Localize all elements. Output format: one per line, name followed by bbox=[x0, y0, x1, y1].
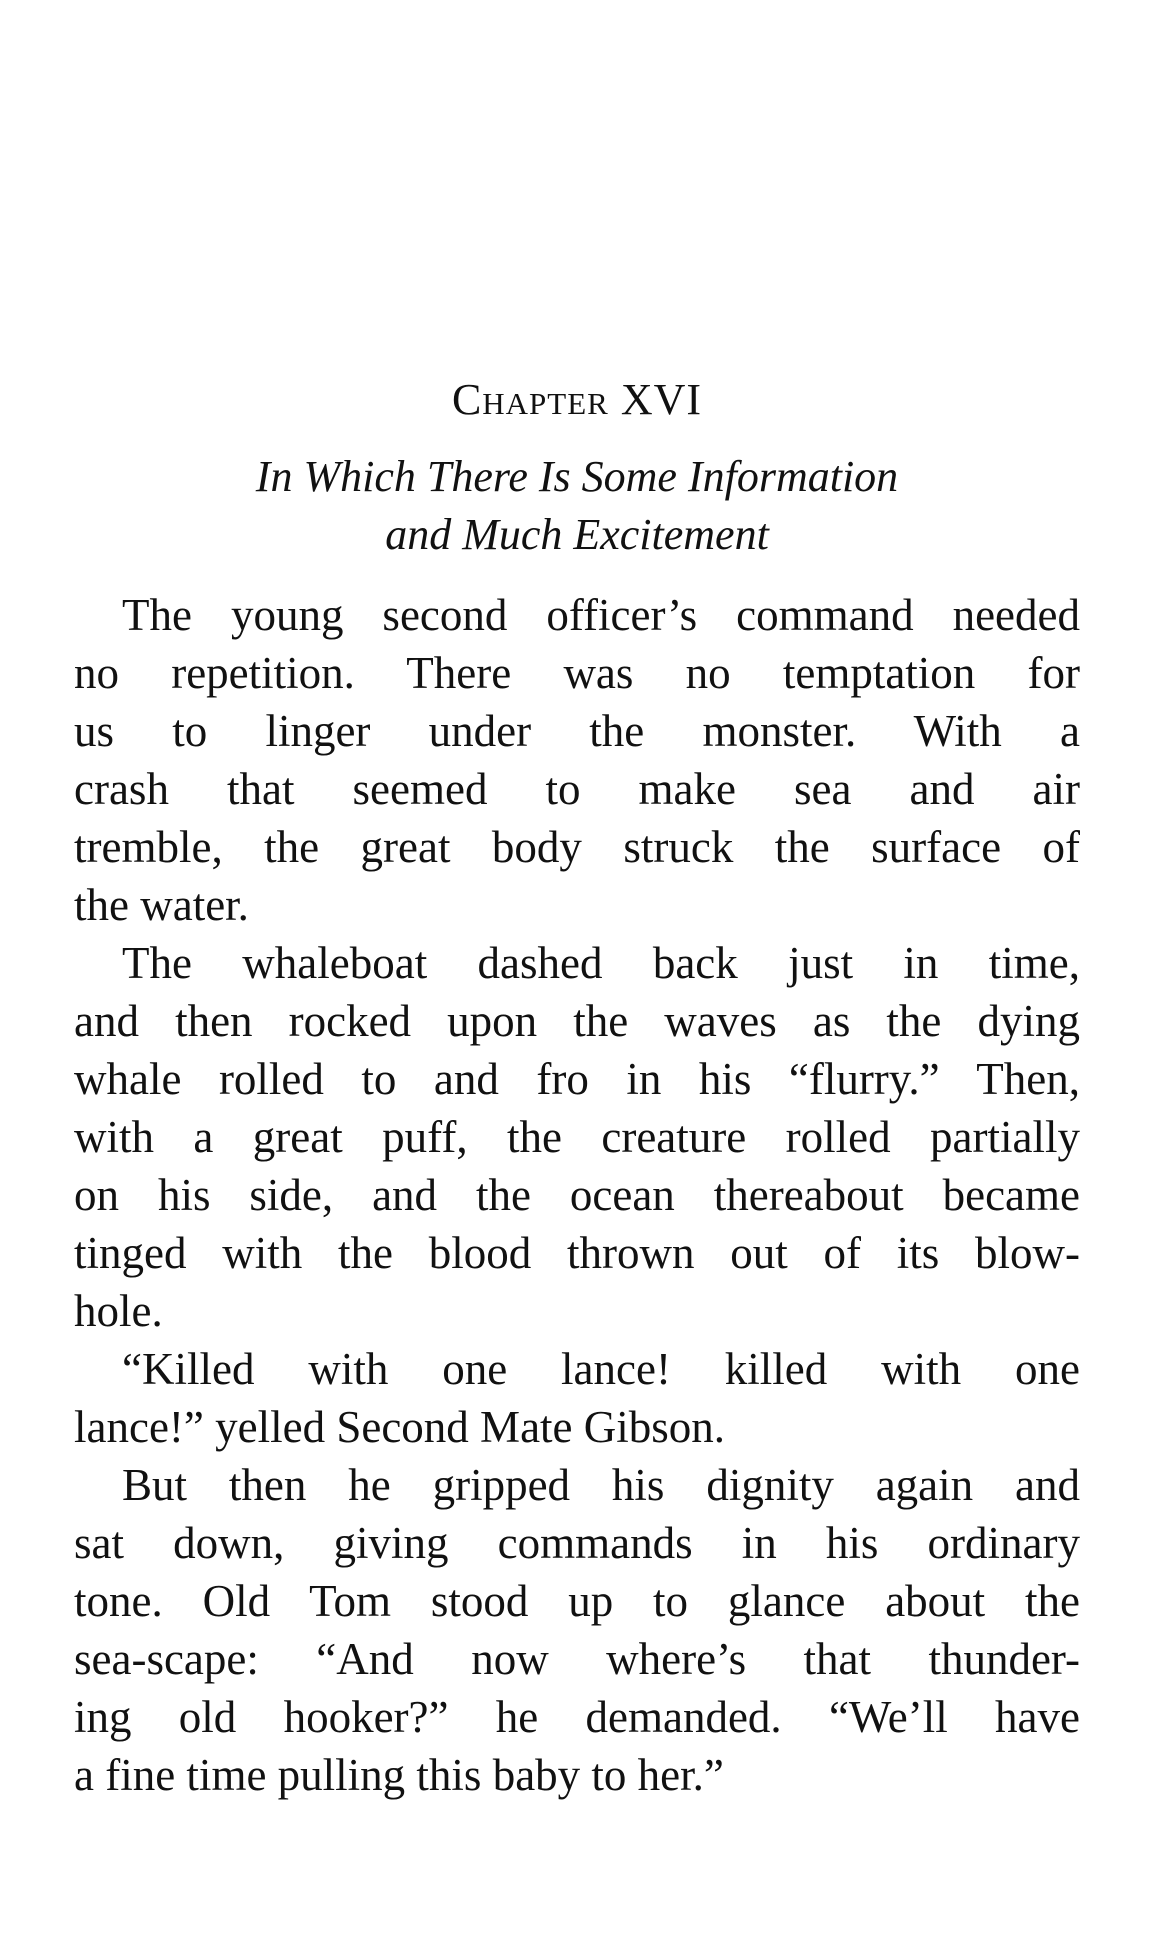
text-line: with a great puff, the creature rolled partially bbox=[74, 1112, 1080, 1162]
text-line: But then he gripped his dignity again and bbox=[122, 1460, 1080, 1510]
paragraph bbox=[74, 934, 1080, 1340]
paragraph bbox=[74, 1456, 1080, 1804]
text-line: whale rolled to and fro in his “flurry.” Then, bbox=[74, 1054, 1080, 1104]
text-line: the water. bbox=[74, 880, 249, 930]
text-line: ing old hooker?” he demanded. “We’ll have bbox=[74, 1692, 1080, 1742]
chapter-label: Chapter XVI bbox=[451, 375, 703, 424]
paragraph bbox=[74, 1340, 1080, 1456]
text-line: tinged with the blood thrown out of its blow- bbox=[74, 1228, 1080, 1278]
chapter-subtitle-line: and Much Excitement bbox=[385, 510, 769, 559]
chapter-title bbox=[0, 372, 1154, 428]
text-line: sea-scape: “And now where’s that thunder- bbox=[74, 1634, 1080, 1684]
text-line: The young second officer’s command needed bbox=[122, 590, 1080, 640]
paragraph bbox=[74, 586, 1080, 934]
text-line: no repetition. There was no temptation for bbox=[74, 648, 1080, 698]
text-line: hole. bbox=[74, 1286, 163, 1336]
text-line: on his side, and the ocean thereabout became bbox=[74, 1170, 1080, 1220]
chapter-subtitle bbox=[140, 448, 1014, 564]
chapter-body bbox=[74, 586, 1080, 1804]
text-line: tremble, the great body struck the surface of bbox=[74, 822, 1080, 872]
text-line: a fine time pulling this baby to her.” bbox=[74, 1750, 724, 1800]
text-line: “Killed with one lance! killed with one bbox=[122, 1344, 1080, 1394]
text-line: us to linger under the monster. With a bbox=[74, 706, 1080, 756]
text-line: crash that seemed to make sea and air bbox=[74, 764, 1080, 814]
text-line: and then rocked upon the waves as the dying bbox=[74, 996, 1080, 1046]
text-line: tone. Old Tom stood up to glance about the bbox=[74, 1576, 1080, 1626]
chapter-subtitle-line: In Which There Is Some Information bbox=[255, 452, 899, 501]
text-line: sat down, giving commands in his ordinary bbox=[74, 1518, 1080, 1568]
text-line: The whaleboat dashed back just in time, bbox=[122, 938, 1080, 988]
text-line: lance!” yelled Second Mate Gibson. bbox=[74, 1402, 726, 1452]
